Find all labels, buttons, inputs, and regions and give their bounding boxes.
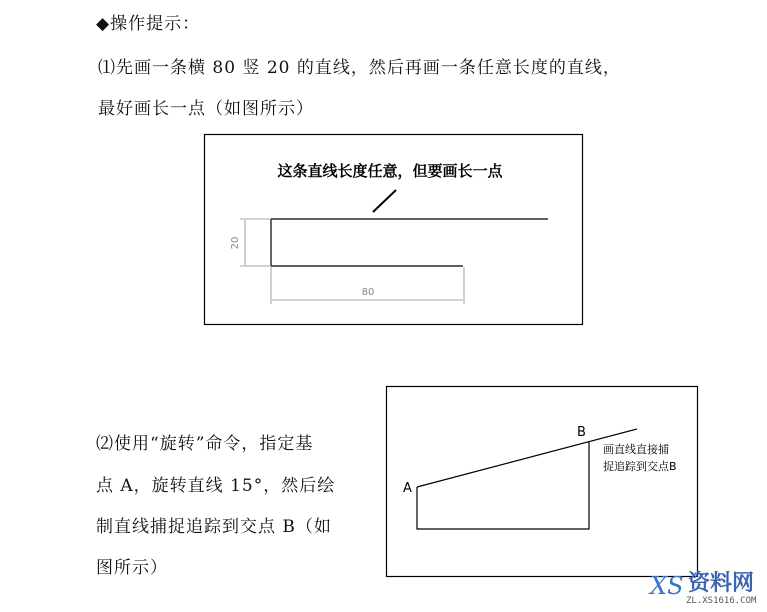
watermark-logo: XS [650, 572, 684, 600]
watermark [650, 566, 767, 612]
step2-text-line3: 制直线捕捉追踪到交点 B（如 [96, 517, 332, 537]
heading: ◆操作提示： [96, 14, 201, 34]
figure2-note-line1: 画直线直接捕 [603, 443, 669, 456]
step2-text-line2: 点 A，旋转直线 15°，然后绘 [96, 476, 336, 496]
figure-2 [387, 387, 698, 577]
watermark-name: 资料网 [688, 571, 755, 596]
step2-text-line1: ⑵使用“旋转”命令，指定基 [96, 434, 314, 454]
label-a: A [403, 481, 412, 496]
dim-20-label: 20 [230, 236, 241, 250]
label-b: B [577, 425, 586, 440]
figure1-note: 这条直线长度任意，但要画长一点 [277, 162, 503, 180]
rotated-line [417, 429, 637, 487]
step1-text-line2: 最好画长一点（如图所示） [98, 99, 314, 119]
figure-1 [205, 135, 583, 325]
dimension-20 [240, 219, 270, 266]
step2-text-line4: 图所示） [96, 558, 168, 578]
dimension-80 [271, 267, 464, 304]
leader-line [373, 190, 396, 212]
figure2-note-line2: 捉追踪到交点B [603, 460, 677, 473]
step1-text-line1: ⑴先画一条横 80 竖 20 的直线，然后再画一条任意长度的直线， [98, 58, 621, 78]
watermark-url: ZL.XS1616.COM [686, 596, 757, 606]
dim-80-label: 80 [361, 287, 375, 298]
